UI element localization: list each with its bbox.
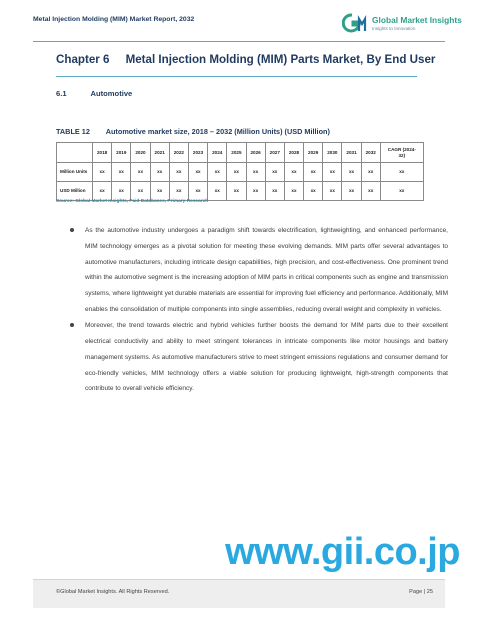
list-item bbox=[65, 223, 448, 318]
table-cell: xx bbox=[169, 182, 188, 201]
col-header: 2028 bbox=[284, 143, 303, 163]
bullet-list bbox=[65, 223, 448, 397]
col-header: 2022 bbox=[169, 143, 188, 163]
col-header: 2019 bbox=[112, 143, 131, 163]
table-cell: xx bbox=[246, 163, 265, 182]
table-cell: xx bbox=[342, 182, 361, 201]
table-cell: xx bbox=[131, 182, 150, 201]
table-cell: xx bbox=[112, 163, 131, 182]
table-header-row bbox=[57, 143, 424, 163]
table-cell: xx bbox=[93, 163, 112, 182]
table-cell: xx bbox=[150, 182, 169, 201]
table-cell: xx bbox=[265, 163, 284, 182]
table-cell: xx bbox=[227, 182, 246, 201]
list-item bbox=[65, 318, 448, 397]
col-header: 2027 bbox=[265, 143, 284, 163]
table-cell: xx bbox=[208, 182, 227, 201]
footer-copyright: ©Global Market Insights. All Rights Reserved. bbox=[56, 589, 170, 595]
col-header: 2018 bbox=[93, 143, 112, 163]
table-cell: xx bbox=[380, 163, 423, 182]
table-caption-text: Automotive market size, 2018 – 2032 (Million Units) (USD Million) bbox=[105, 127, 330, 136]
col-header: 2024 bbox=[208, 143, 227, 163]
table-cell: xx bbox=[323, 182, 342, 201]
col-header: 2030 bbox=[323, 143, 342, 163]
bullet-text: As the automotive industry undergoes a paradigm shift towards electrification, lightweighting, and enhanced performance, MIM technology emerges as a pivotal solution for meeting these evolving demands. MIM parts offer several advantages to automotive manufacturers, including intricate design capabilities, high precision, and cost-effectiveness. One prominent trend within the automotive segment is the increasing adoption of MIM parts in critical components such as engine and transmission systems, where lightweight yet durable materials are essential for improving fuel efficiency and performance. Additionally, MIM enables the consolidation of multiple components into single assemblies, reducing overall weight and complexity in vehicles. bbox=[85, 227, 448, 313]
section-number: 6.1 bbox=[56, 89, 67, 98]
table-row bbox=[57, 182, 424, 201]
table-label: TABLE 12 bbox=[56, 127, 90, 136]
table-cell: xx bbox=[208, 163, 227, 182]
col-header: 2023 bbox=[188, 143, 207, 163]
col-header: 2032 bbox=[361, 143, 380, 163]
col-header: 2031 bbox=[342, 143, 361, 163]
section-heading bbox=[56, 89, 132, 98]
bullet-icon bbox=[70, 323, 74, 327]
row-label: USD Million bbox=[57, 182, 93, 201]
header-divider bbox=[33, 41, 445, 42]
table-cell: xx bbox=[284, 163, 303, 182]
col-header: 2020 bbox=[131, 143, 150, 163]
col-header: 2026 bbox=[246, 143, 265, 163]
market-size-table bbox=[56, 142, 424, 201]
gmi-logo-icon bbox=[342, 12, 368, 34]
chapter-heading: Chapter 6 Metal Injection Molding (MIM) Parts Market, By End User bbox=[56, 53, 436, 66]
chapter-divider bbox=[56, 76, 417, 77]
table-cell: xx bbox=[380, 182, 423, 201]
page-footer bbox=[33, 579, 445, 608]
company-logo bbox=[342, 12, 462, 36]
table-cell: xx bbox=[169, 163, 188, 182]
table-cell: xx bbox=[361, 182, 380, 201]
row-label: Million Units bbox=[57, 163, 93, 182]
table-cell: xx bbox=[188, 163, 207, 182]
table-cell: xx bbox=[304, 163, 323, 182]
bullet-icon bbox=[70, 228, 74, 232]
table-source: Source: Global Market Insights, Paid Databases, Primary Research bbox=[56, 199, 209, 204]
table-corner-cell bbox=[57, 143, 93, 163]
table-cell: xx bbox=[284, 182, 303, 201]
table-row bbox=[57, 163, 424, 182]
table-cell: xx bbox=[304, 182, 323, 201]
table-cell: xx bbox=[93, 182, 112, 201]
table-cell: xx bbox=[150, 163, 169, 182]
bullet-text: Moreover, the trend towards electric and hybrid vehicles further boosts the demand for MIM parts due to their excellent electrical conductivity and ability to meet stringent tolerances in intricate components like motor housings and battery management systems. As automotive manufacturers strive to meet stringent emissions regulations and consumer demand for eco-friendly vehicles, MIM technology offers a viable solution for producing lightweight, high-strength components that contribute to overall vehicle efficiency. bbox=[85, 322, 448, 393]
table-cell: xx bbox=[188, 182, 207, 201]
table-cell: xx bbox=[361, 163, 380, 182]
table-cell: xx bbox=[246, 182, 265, 201]
page-number: Page | 25 bbox=[409, 589, 433, 595]
col-header: 2021 bbox=[150, 143, 169, 163]
table-caption bbox=[56, 127, 330, 136]
cagr-header: CAGR (2024-32) bbox=[380, 143, 423, 163]
logo-name: Global Market Insights bbox=[372, 15, 462, 25]
table-cell: xx bbox=[265, 182, 284, 201]
table-cell: xx bbox=[323, 163, 342, 182]
logo-tagline: Insights to Innovation bbox=[372, 26, 416, 31]
section-title: Automotive bbox=[90, 89, 133, 98]
table-cell: xx bbox=[131, 163, 150, 182]
watermark: www.gii.co.jp bbox=[225, 531, 460, 573]
table-cell: xx bbox=[227, 163, 246, 182]
col-header: 2029 bbox=[304, 143, 323, 163]
table-cell: xx bbox=[342, 163, 361, 182]
table-cell: xx bbox=[112, 182, 131, 201]
col-header: 2025 bbox=[227, 143, 246, 163]
report-title: Metal Injection Molding (MIM) Market Report, 2032 bbox=[33, 16, 195, 23]
